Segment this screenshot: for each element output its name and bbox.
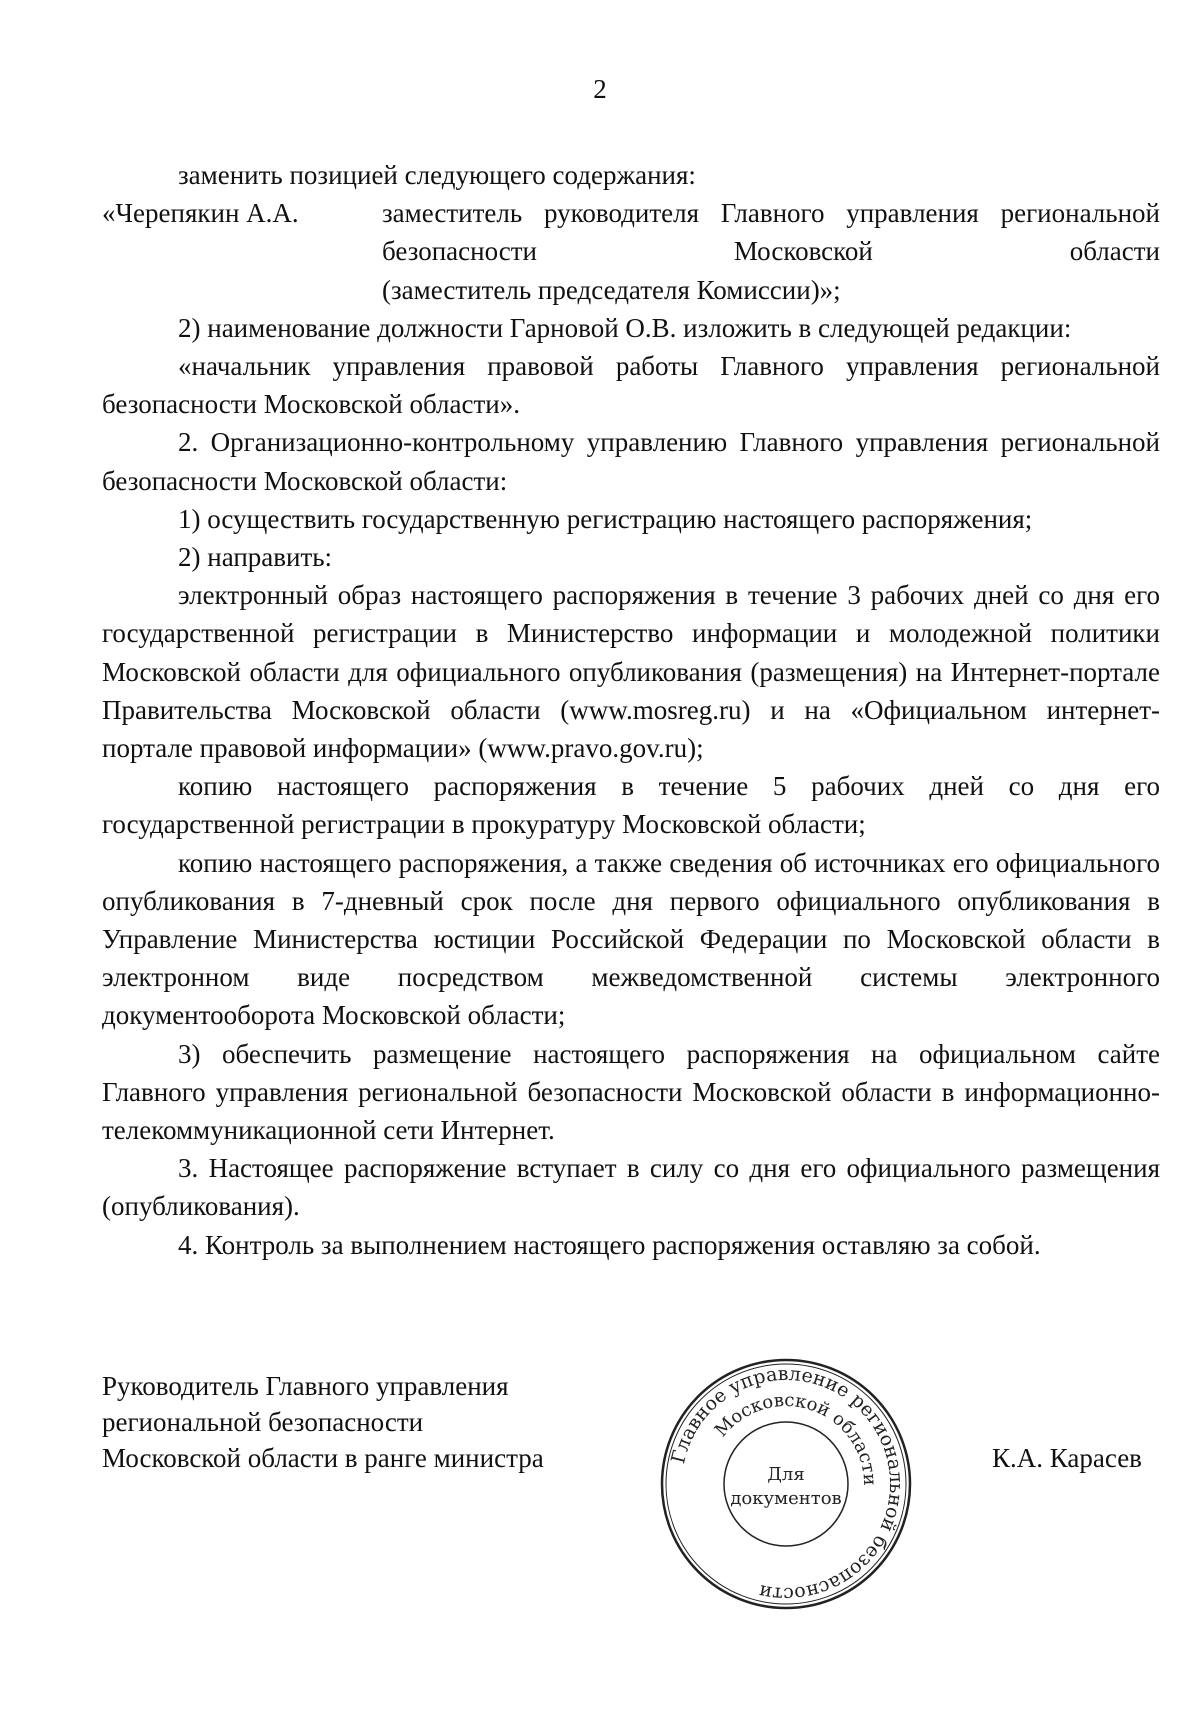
signatory-title-line: региональной безопасности <box>102 1407 424 1437</box>
signatory-title-line: Руководитель Главного управления <box>102 1371 509 1401</box>
member-entry <box>102 194 1160 309</box>
paragraph-5: 2) направить: <box>178 542 333 573</box>
paragraph-4: 1) осуществить государственную регистрацию настоящего распоряжения; <box>178 503 1033 534</box>
page-number: 2 <box>593 74 607 104</box>
member-role-text: заместитель руководителя Главного управления региональной безопасности Московской области <box>382 198 1160 267</box>
signatory-name: К.А. Карасев <box>992 1443 1142 1473</box>
seal-center-line1: Для <box>767 1464 805 1485</box>
paragraph-8: копию настоящего распоряжения, а также сведения об источниках его официального опубликования в 7-дневный срок после дня первого официального опубликования в Управление Министерства юстиции Российской Федерации по Московской области в электронном виде посредством межведомственной системы электронного документооборота Московской области; <box>102 847 1160 1031</box>
paragraph-2: «начальник управления правовой работы Главного управления региональной безопасности Московской области». <box>102 351 1160 420</box>
document-body <box>102 156 1160 1264</box>
signature-block <box>102 1368 1160 1476</box>
paragraph-1: 2) наименование должности Гарновой О.В. изложить в следующей редакции: <box>178 312 1072 343</box>
paragraph-6: электронный образ настоящего распоряжения в течение 3 рабочих дней со дня его государственной регистрации в Министерство информации и молодежной политики Московской области для официального опубликования (размещения) на Интернет-портале Правительства Московской области (www.mosreg.ru) и на «Официальном интернет-портале правовой информации» (www.pravo.gov.ru); <box>102 580 1160 764</box>
seal-center-line2: документов <box>730 1488 842 1509</box>
paragraph-11: 4. Контроль за выполнением настоящего распоряжения оставляю за собой. <box>178 1229 1041 1260</box>
member-role-note: (заместитель председателя Комиссии)»; <box>382 274 841 305</box>
official-seal <box>656 1354 916 1614</box>
signatory-title-line: Московской области в ранге министра <box>102 1443 544 1473</box>
member-name: «Черепякин А.А. <box>102 198 299 229</box>
paragraph-9: 3) обеспечить размещение настоящего распоряжения на официальном сайте Главного управления региональной безопасности Московской области в информационно-телекоммуникационной сети Интернет. <box>102 1038 1160 1146</box>
paragraph-3: 2. Организационно-контрольному управлению Главного управления региональной безопасности Московской области: <box>102 427 1160 496</box>
signatory-title <box>102 1368 662 1476</box>
seal-graphic <box>656 1354 916 1614</box>
seal-outer-text: Главное управление региональной безопасности <box>667 1362 908 1606</box>
paragraph-7: копию настоящего распоряжения в течение 5 рабочих дней со дня его государственной регистрации в прокуратуру Московской области; <box>102 771 1160 840</box>
member-role <box>382 194 1160 309</box>
paragraph-10: 3. Настоящее распоряжение вступает в силу со дня его официального размещения (опубликования). <box>102 1153 1160 1222</box>
seal-inner-text: Московской области <box>710 1389 881 1487</box>
intro-line: заменить позицией следующего содержания: <box>178 160 696 190</box>
